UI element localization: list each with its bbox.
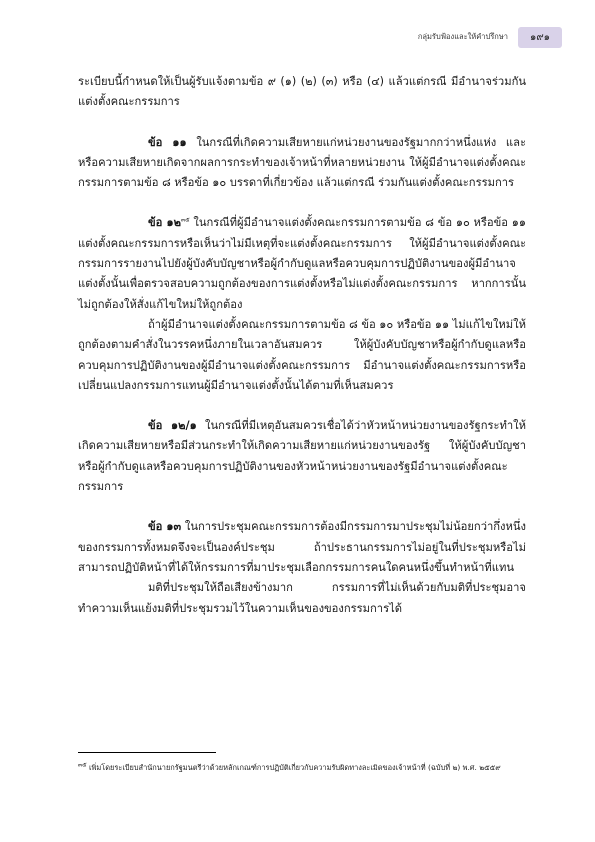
clause-label: ข้อ ๑๒/๑ [148,419,197,433]
document-body [78,72,526,639]
clause-12 [78,213,526,314]
page-number-badge: ๑๙๑ [518,27,562,48]
clause-label: ข้อ ๑๓ [148,520,182,534]
clause-13-paragraph-2 [78,578,526,619]
page-header [418,27,562,47]
clause-text: ถ้าผู้มีอำนาจแต่งตั้งคณะกรรมการตามข้อ ๘ ข้อ ๑๐ หรือข้อ ๑๑ ไม่แก้ไขใหม่ให้ถูกต้องตามคำสั่งในวรรคหนึ่งภายในเวลาอันสมควร ให้ผู้บังคับบัญชาหรือผู้กำกับดูแลหรือควบคุมการปฏิบัติงานของผู้มีอำนาจแต่งตั้งคณะกรรมการ มีอำนาจแต่งตั้งคณะกรรมการหรือเปลี่ยนแปลงกรรมการแทนผู้มีอำนาจแต่งตั้งนั้นได้ตามที่เห็นสมควร [78,317,526,392]
clause-text: ในกรณีที่มีเหตุอันสมควรเชื่อได้ว่าหัวหน้าหน่วยงานของรัฐกระทำให้เกิดความเสียหายหรือมีส่วนกระทำให้เกิดความเสียหายแก่หน่วยงานของรัฐ ให้ผู้บังคับบัญชาหรือผู้กำกับดูแลหรือควบคุมการปฏิบัติงานของหัวหน้าหน่วยงานของรัฐมีอำนาจแต่งตั้งคณะกรรมการ [78,419,526,494]
clause-11 [78,133,526,194]
clause-text: ในการประชุมคณะกรรมการต้องมีกรรมการมาประชุมไม่น้อยกว่ากึ่งหนึ่งของกรรมการทั้งหมดจึงจะเป็นองค์ประชุม ถ้าประธานกรรมการไม่อยู่ในที่ประชุมหรือไม่สามารถปฏิบัติหน้าที่ได้ให้กรรมการที่มาประชุมเลือกกรรมการคนใดคนหนึ่งขึ้นทำหน้าที่แทน [78,520,526,574]
clause-label: ข้อ ๑๒ [148,216,181,230]
clause-12-paragraph-2 [78,315,526,396]
clause-text: มติที่ประชุมให้ถือเสียงข้างมาก กรรมการที่ไม่เห็นด้วยกับมติที่ประชุมอาจทำความเห็นแย้งมติที่ประชุมรวมไว้ในความเห็นของของกรรมการได้ [78,581,526,615]
clause-12-1 [78,416,526,497]
footnote-mark: ๓๕ [78,761,87,769]
footnote-reference: ๓๕ [180,216,190,224]
clause-label: ข้อ ๑๑ [148,135,187,149]
clause-text: ในกรณีที่เกิดความเสียหายแก่หน่วยงานของรัฐมากกว่าหนึ่งแห่ง และหรือความเสียหายเกิดจากผลการกระทำของเจ้าหน้าที่หลายหน่วยงาน ให้ผู้มีอำนาจแต่งตั้งคณะกรรมการตามข้อ ๘ หรือข้อ ๑๐ บรรดาที่เกี่ยวข้อง แล้วแต่กรณี ร่วมกันแต่งตั้งคณะกรรมการ [78,135,527,190]
clause-text: ในกรณีที่ผู้มีอำนาจแต่งตั้งคณะกรรมการตามข้อ ๘ ข้อ ๑๐ หรือข้อ ๑๑ แต่งตั้งคณะกรรมการหรือเห็นว่าไม่มีเหตุที่จะแต่งตั้งคณะกรรมการ ให้ผู้มีอำนาจแต่งตั้งคณะกรรมการรายงานไปยังผู้บังคับบัญชาหรือผู้กำกับดูแลหรือควบคุมการปฏิบัติงานของผู้มีอำนาจแต่งตั้งนั้นเพื่อตรวจสอบความถูกต้องของการแต่งตั้งหรือไม่แต่งตั้งคณะกรรมการ หากการนั้นไม่ถูกต้องให้สั่งแก้ไขใหม่ให้ถูกต้อง [78,216,526,311]
department-label: กลุ่มรับฟ้องและให้คำปรึกษา [417,32,508,41]
footnote [78,760,538,776]
footnote-separator [78,752,216,753]
footnote-text: เพิ่มโดยระเบียบสำนักนายกรัฐมนตรีว่าด้วยหลักเกณฑ์การปฏิบัติเกี่ยวกับความรับผิดทางละเมิดของเจ้าหน้าที่ (ฉบับที่ ๒) พ.ศ. ๒๕๕๙ [86,763,501,772]
clause-13 [78,517,526,578]
paragraph-intro [78,72,526,113]
paragraph-text: ระเบียบนี้กำหนดให้เป็นผู้รับแจ้งตามข้อ ๙ (๑) (๒) (๓) หรือ (๔) แล้วแต่กรณี มีอำนาจร่วมกันแต่งตั้งคณะกรรมการ [78,75,526,109]
